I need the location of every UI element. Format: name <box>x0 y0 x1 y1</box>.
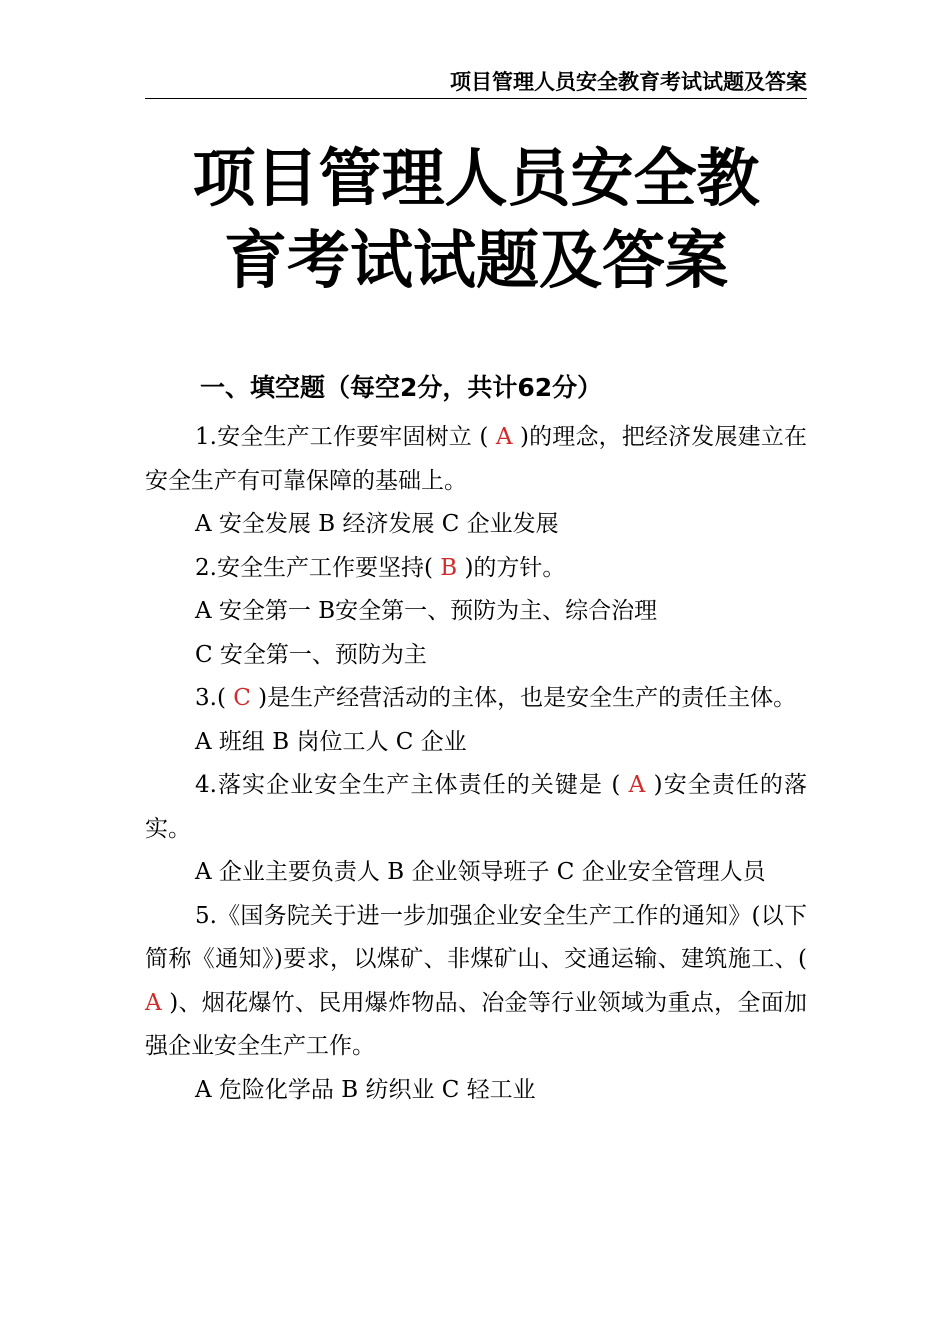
question-2 <box>145 547 807 591</box>
question-1-answer: A <box>495 424 513 450</box>
question-2-options-c: C 安全第一、预防为主 <box>195 641 427 668</box>
question-5-post: )、烟花爆竹、民用爆炸物品、冶金等行业领域为重点，全面加强企业安全生产工作。 <box>145 989 807 1059</box>
question-5-options: A 危险化学品 B 纺织业 C 轻工业 <box>195 1076 536 1103</box>
question-2-options-a: A 安全第一 B安全第一、预防为主、综合治理 <box>195 598 658 624</box>
question-4-options: A 企业主要负责人 B 企业领导班子 C 企业安全管理人员 <box>195 859 766 885</box>
question-5 <box>145 895 807 1069</box>
question-1-options: A 安全发展 B 经济发展 C 企业发展 <box>195 511 559 537</box>
section-heading: 一、填空题（每空2分，共计62分） <box>200 373 603 402</box>
question-4-post: )安全责任的落实。 <box>145 772 807 842</box>
question-1 <box>145 416 807 503</box>
question-5-answer: A <box>145 989 162 1016</box>
question-2-answer: B <box>440 554 458 581</box>
running-header-text: 项目管理人员安全教育考试试题及答案 <box>450 70 807 94</box>
question-3-answer: C <box>233 685 251 711</box>
question-2-post: )的方针。 <box>457 554 566 581</box>
question-3-pre: 3.( <box>195 685 234 711</box>
question-4-answer: A <box>628 772 646 798</box>
question-list <box>145 416 807 1112</box>
question-2-pre: 2.安全生产工作要坚持( <box>195 554 441 581</box>
running-header <box>145 68 807 99</box>
question-4-pre: 4.落实企业安全生产主体责任的关键是 ( <box>195 772 629 798</box>
document-title <box>120 138 832 302</box>
question-3-options: A 班组 B 岗位工人 C 企业 <box>195 728 467 755</box>
title-line-2: 育考试试题及答案 <box>224 224 728 297</box>
question-5-pre: 5.《国务院关于进一步加强企业安全生产工作的通知》(以下简称《通知》)要求，以煤矿、非煤矿山、交通运输、建筑施工、( <box>145 902 807 972</box>
question-1-post: )的理念，把经济发展建立在安全生产有可靠保障的基础上。 <box>145 424 807 494</box>
title-line-1: 项目管理人员安全教 <box>192 142 760 215</box>
question-1-pre: 1.安全生产工作要牢固树立 ( <box>195 424 496 450</box>
question-3-post: )是生产经营活动的主体，也是安全生产的责任主体。 <box>250 685 797 711</box>
question-3 <box>145 677 807 721</box>
question-4 <box>145 764 807 851</box>
